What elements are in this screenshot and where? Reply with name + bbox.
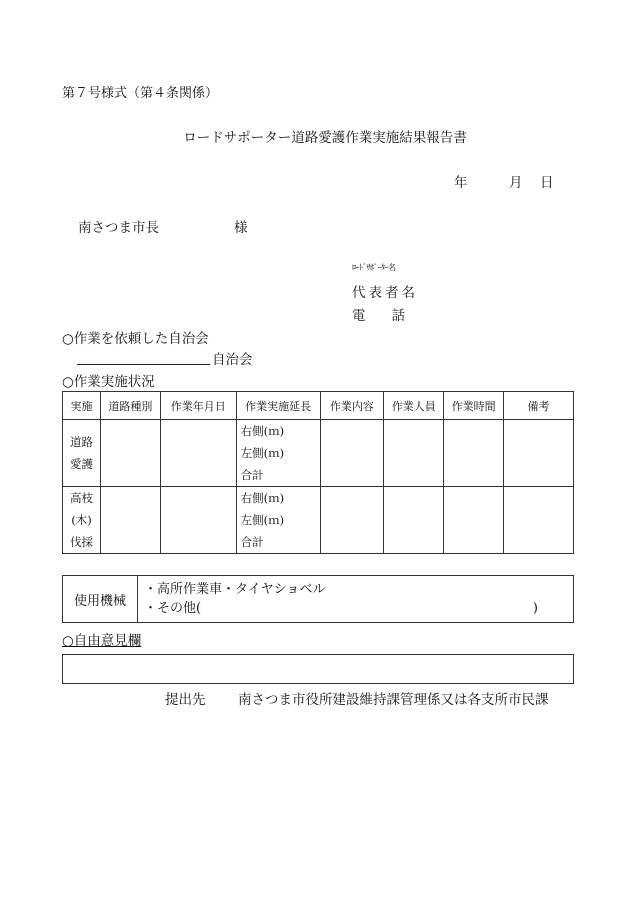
cell-work-time[interactable] [444, 420, 504, 487]
date-month-label: 月 [509, 175, 523, 191]
length-right-label: 右側(ｍ) [240, 491, 285, 505]
header-work-time: 作業時間 [444, 392, 504, 420]
telephone-char-2: 話 [391, 308, 405, 324]
machinery-table [62, 575, 574, 623]
machinery-options[interactable] [138, 576, 574, 623]
association-heading: ○作業を依頼した自治会 [62, 331, 209, 347]
honorific: 様 [234, 220, 248, 236]
header-remarks: 備考 [504, 392, 574, 420]
addressee: 南さつま市長 [78, 220, 159, 236]
cell-road-type[interactable] [100, 420, 160, 487]
cell-work-content[interactable] [320, 420, 384, 487]
cell-work-length[interactable] [236, 487, 320, 554]
header-road-type: 道路種別 [100, 392, 160, 420]
table-header-row [63, 392, 574, 420]
header-implementation: 実施 [63, 392, 101, 420]
machinery-label: 使用機械 [63, 576, 138, 623]
form-number: 第７号様式（第４条関係） [62, 86, 219, 101]
cell-remarks[interactable] [504, 420, 574, 487]
header-workers: 作業人員 [384, 392, 444, 420]
row-label-branch-cutting: 高枝 (木) 伐採 [63, 487, 101, 554]
telephone-char-1: 電 [352, 308, 366, 324]
length-total-label: 合計 [240, 468, 264, 482]
road-supporter-name-label: ﾛｰﾄﾞｻﾎﾟｰﾀｰ名 [352, 263, 396, 272]
header-work-content: 作業内容 [320, 392, 384, 420]
date-year-label: 年 [454, 175, 468, 191]
table-row [63, 487, 574, 554]
cell-work-time[interactable] [444, 487, 504, 554]
cell-work-date[interactable] [160, 487, 236, 554]
date-day-label: 日 [540, 175, 554, 191]
cell-workers[interactable] [384, 420, 444, 487]
association-suffix: 自治会 [212, 352, 253, 368]
cell-work-content[interactable] [320, 487, 384, 554]
work-status-table [62, 391, 574, 554]
cell-road-type[interactable] [100, 487, 160, 554]
association-name-field[interactable] [77, 346, 210, 365]
representative-name-label: 代表者名 [352, 285, 418, 301]
submission-destination: 南さつま市役所建設維持課管理係又は各支所市民課 [238, 692, 549, 708]
machinery-option-aerial: ・高所作業車・タイヤショベル [144, 582, 326, 597]
length-left-label: 左側(ｍ) [240, 513, 285, 527]
length-left-label: 左側(ｍ) [240, 446, 285, 460]
cell-remarks[interactable] [504, 487, 574, 554]
table-row [63, 420, 574, 487]
cell-workers[interactable] [384, 487, 444, 554]
length-total-label: 合計 [240, 535, 264, 549]
header-work-date: 作業年月日 [160, 392, 236, 420]
submission-label: 提出先 [165, 692, 206, 708]
telephone-label [352, 304, 405, 324]
machinery-option-other: ・その他( ) [144, 601, 538, 616]
row-label-road-care: 道路 愛護 [63, 420, 101, 487]
length-right-label: 右側(ｍ) [240, 424, 285, 438]
document-title: ロードサポーター道路愛護作業実施結果報告書 [183, 130, 467, 146]
cell-work-date[interactable] [160, 420, 236, 487]
cell-work-length[interactable] [236, 420, 320, 487]
header-work-length: 作業実施延長 [236, 392, 320, 420]
work-status-heading: ○作業実施状況 [62, 374, 155, 390]
free-opinion-heading: ○自由意見欄 [62, 633, 142, 649]
free-opinion-field[interactable] [62, 654, 574, 684]
